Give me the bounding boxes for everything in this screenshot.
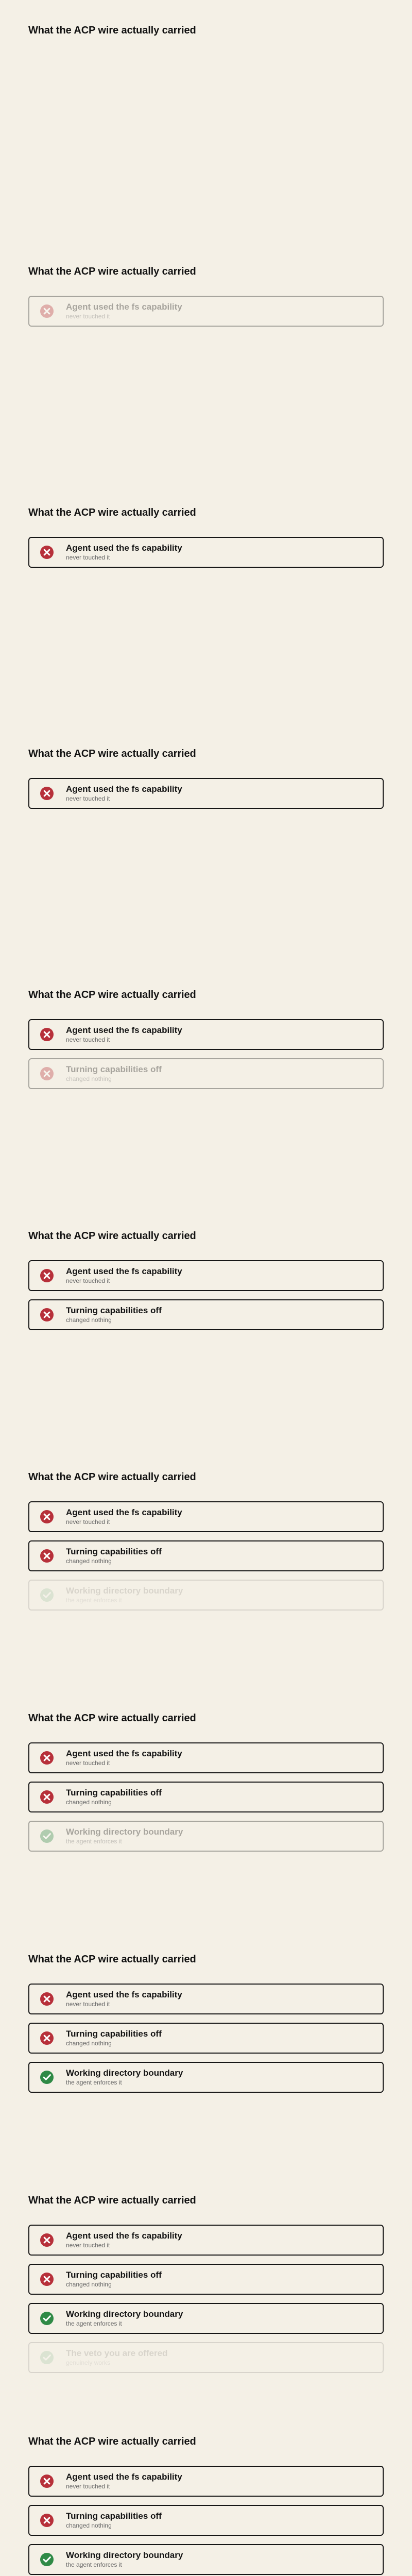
x-circle-icon <box>40 2031 54 2045</box>
result-card-title: Agent used the fs capability <box>66 2472 182 2482</box>
result-card-title: Agent used the fs capability <box>66 1266 182 1276</box>
x-circle-icon <box>40 1992 54 2006</box>
x-circle-icon <box>40 1751 54 1765</box>
result-card-title: Turning capabilities off <box>66 2270 162 2280</box>
result-card-1 <box>28 296 384 327</box>
frame-title: What the ACP wire actually carried <box>28 2436 196 2447</box>
x-circle-icon <box>40 1066 54 1081</box>
result-card-text <box>66 1547 162 1565</box>
result-card-2 <box>28 2023 384 2054</box>
result-card-1 <box>28 778 384 809</box>
frame-title: What the ACP wire actually carried <box>28 507 196 518</box>
result-card-text <box>66 2309 183 2328</box>
result-card-subtitle: never touched it <box>66 795 110 802</box>
result-card-subtitle: the agent enforces it <box>66 1838 122 1845</box>
animation-frame-1 <box>0 0 412 241</box>
frame-title: What the ACP wire actually carried <box>28 1954 196 1965</box>
x-circle-icon <box>40 1790 54 1804</box>
result-card-3 <box>28 2062 384 2093</box>
frame-title: What the ACP wire actually carried <box>28 1471 196 1483</box>
result-card-title: Agent used the fs capability <box>66 302 182 312</box>
check-circle-icon <box>40 2311 54 2326</box>
result-card-text <box>66 2348 167 2367</box>
result-card-text <box>66 2472 182 2490</box>
result-card-subtitle: the agent enforces it <box>66 2320 122 2327</box>
result-card-text <box>66 1266 182 1285</box>
result-card-1 <box>28 1260 384 1291</box>
result-card-title: Agent used the fs capability <box>66 1990 182 1999</box>
result-card-text <box>66 2270 162 2289</box>
result-card-subtitle: changed nothing <box>66 1316 112 1324</box>
frame-title: What the ACP wire actually carried <box>28 266 196 277</box>
result-card-list <box>28 1019 384 1089</box>
result-card-subtitle: never touched it <box>66 1036 110 1043</box>
result-card-title: Turning capabilities off <box>66 1547 162 1556</box>
result-card-1 <box>28 2225 384 2256</box>
result-card-text <box>66 1306 162 1324</box>
result-card-text <box>66 2511 162 2530</box>
result-card-title: Agent used the fs capability <box>66 2231 182 2241</box>
result-card-title: Turning capabilities off <box>66 2511 162 2521</box>
result-card-list <box>28 1984 384 2093</box>
result-card-1 <box>28 1019 384 1050</box>
result-card-3 <box>28 1580 384 1611</box>
x-circle-icon <box>40 304 54 318</box>
result-card-text <box>66 543 182 562</box>
result-card-list <box>28 1501 384 1611</box>
result-card-1 <box>28 2466 384 2497</box>
result-card-title: Turning capabilities off <box>66 2029 162 2039</box>
result-card-text <box>66 1749 182 1767</box>
result-card-2 <box>28 1540 384 1571</box>
result-card-subtitle: never touched it <box>66 2001 110 2008</box>
result-card-list <box>28 2466 384 2576</box>
frame-title: What the ACP wire actually carried <box>28 25 196 36</box>
check-circle-icon <box>40 1588 54 1602</box>
result-card-text <box>66 784 182 803</box>
result-card-3 <box>28 2303 384 2334</box>
x-circle-icon <box>40 2474 54 2488</box>
x-circle-icon <box>40 1027 54 1042</box>
result-card-subtitle: never touched it <box>66 2242 110 2249</box>
x-circle-icon <box>40 2513 54 2528</box>
result-card-2 <box>28 1299 384 1330</box>
frame-title: What the ACP wire actually carried <box>28 989 196 1001</box>
result-card-title: Turning capabilities off <box>66 1064 162 1074</box>
result-card-text <box>66 2231 182 2249</box>
result-card-subtitle: the agent enforces it <box>66 2561 122 2568</box>
result-card-2 <box>28 2505 384 2536</box>
animation-frame-3 <box>0 482 412 723</box>
result-card-subtitle: never touched it <box>66 2483 110 2490</box>
result-card-text <box>66 1064 162 1083</box>
frame-title: What the ACP wire actually carried <box>28 2195 196 2206</box>
result-card-subtitle: genuinely works <box>66 2359 111 2366</box>
result-card-1 <box>28 537 384 568</box>
result-card-list <box>28 2225 384 2373</box>
result-card-title: Agent used the fs capability <box>66 1507 182 1517</box>
result-card-title: Turning capabilities off <box>66 1306 162 1315</box>
result-card-subtitle: the agent enforces it <box>66 1597 122 1604</box>
animation-frame-5 <box>0 964 412 1206</box>
check-circle-icon <box>40 2070 54 2084</box>
result-card-subtitle: never touched it <box>66 554 110 561</box>
result-card-subtitle: changed nothing <box>66 1799 112 1806</box>
frame-title: What the ACP wire actually carried <box>28 748 196 759</box>
result-card-title: The veto you are offered <box>66 2348 168 2358</box>
x-circle-icon <box>40 2233 54 2247</box>
result-card-2 <box>28 1058 384 1089</box>
animation-frame-9 <box>0 1929 412 2170</box>
result-card-subtitle: never touched it <box>66 1759 110 1767</box>
result-card-list <box>28 537 384 568</box>
x-circle-icon <box>40 1549 54 1563</box>
result-card-text <box>66 1025 182 1044</box>
result-card-title: Working directory boundary <box>66 1586 183 1596</box>
result-card-subtitle: changed nothing <box>66 2522 112 2529</box>
result-card-3 <box>28 1821 384 1852</box>
result-card-list <box>28 778 384 809</box>
animation-frame-7 <box>0 1447 412 1688</box>
result-card-text <box>66 1788 162 1806</box>
result-card-2 <box>28 1782 384 1812</box>
result-card-text <box>66 302 182 320</box>
result-card-subtitle: changed nothing <box>66 2281 112 2288</box>
result-card-text <box>66 1586 183 1604</box>
result-card-title: Turning capabilities off <box>66 1788 162 1798</box>
result-card-text <box>66 2068 183 2087</box>
result-card-text <box>66 1507 182 1526</box>
frame-title: What the ACP wire actually carried <box>28 1713 196 1724</box>
result-card-subtitle: changed nothing <box>66 2040 112 2047</box>
x-circle-icon <box>40 545 54 560</box>
x-circle-icon <box>40 2272 54 2286</box>
result-card-subtitle: never touched it <box>66 1277 110 1284</box>
x-circle-icon <box>40 1268 54 1283</box>
result-card-title: Working directory boundary <box>66 2309 183 2319</box>
result-card-text <box>66 1990 182 2008</box>
result-card-title: Agent used the fs capability <box>66 784 182 794</box>
animation-frame-10 <box>0 2170 412 2411</box>
check-circle-icon <box>40 2552 54 2567</box>
result-card-list <box>28 1260 384 1330</box>
result-card-1 <box>28 1501 384 1532</box>
result-card-title: Agent used the fs capability <box>66 543 182 553</box>
x-circle-icon <box>40 1510 54 1524</box>
result-card-subtitle: changed nothing <box>66 1557 112 1565</box>
result-card-text <box>66 2550 183 2569</box>
result-card-1 <box>28 1742 384 1773</box>
result-card-title: Working directory boundary <box>66 2550 183 2560</box>
result-card-subtitle: never touched it <box>66 313 110 320</box>
frame-title: What the ACP wire actually carried <box>28 1230 196 1242</box>
animation-frame-4 <box>0 723 412 964</box>
result-card-subtitle: the agent enforces it <box>66 2079 122 2086</box>
result-card-subtitle: never touched it <box>66 1518 110 1526</box>
result-card-text <box>66 2029 162 2047</box>
result-card-text <box>66 1827 183 1845</box>
animation-frame-8 <box>0 1688 412 1929</box>
result-card-2 <box>28 2264 384 2295</box>
result-card-title: Working directory boundary <box>66 2068 183 2078</box>
result-card-1 <box>28 1984 384 2014</box>
result-card-list <box>28 1742 384 1852</box>
result-card-title: Agent used the fs capability <box>66 1749 182 1758</box>
result-card-title: Agent used the fs capability <box>66 1025 182 1035</box>
animation-frame-2 <box>0 241 412 482</box>
animation-frame-11 <box>0 2411 412 2576</box>
animation-frame-6 <box>0 1206 412 1447</box>
x-circle-icon <box>40 1308 54 1322</box>
result-card-subtitle: changed nothing <box>66 1075 112 1082</box>
check-circle-icon <box>40 2350 54 2365</box>
x-circle-icon <box>40 786 54 801</box>
result-card-list <box>28 296 384 327</box>
check-circle-icon <box>40 1829 54 1843</box>
result-card-4 <box>28 2342 384 2373</box>
result-card-3 <box>28 2544 384 2575</box>
result-card-title: Working directory boundary <box>66 1827 183 1837</box>
